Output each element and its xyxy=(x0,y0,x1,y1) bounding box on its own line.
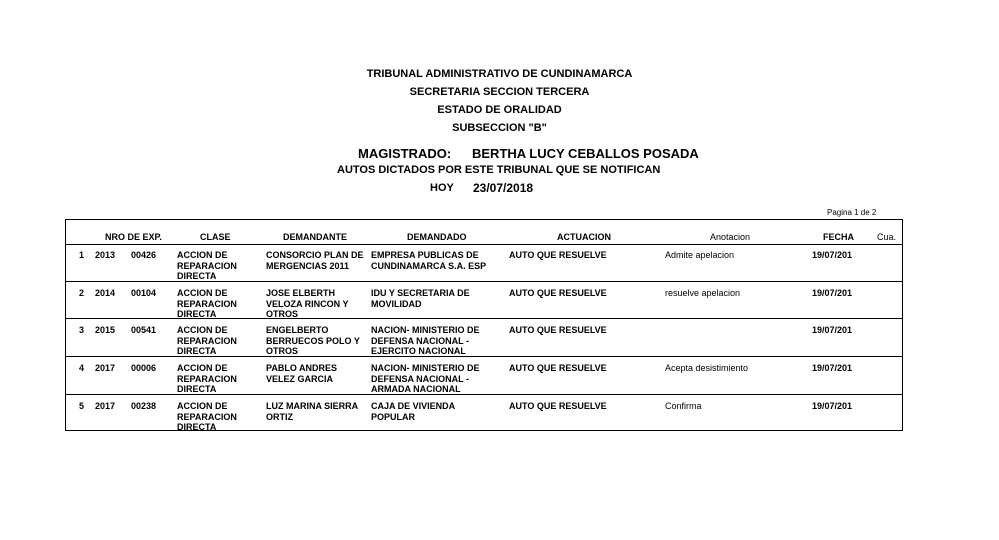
row-actuacion: AUTO QUE RESUELVE xyxy=(509,250,607,260)
row-actuacion: AUTO QUE RESUELVE xyxy=(509,325,607,335)
row-demandante: ENGELBERTO BERRUECOS POLO Y OTROS xyxy=(266,325,360,356)
header-estado: ESTADO DE ORALIDAD xyxy=(437,104,562,116)
row-fecha: 19/07/201 xyxy=(812,250,853,260)
row-demandado: IDU Y SECRETARIA DE MOVILIDAD xyxy=(371,288,470,309)
row-num: 1 xyxy=(79,250,85,260)
row-fecha: 19/07/201 xyxy=(812,363,853,373)
row-exp: 00426 xyxy=(131,250,157,260)
row-clase: ACCION DE REPARACION DIRECTA xyxy=(177,250,237,281)
row-demandante: CONSORCIO PLAN DE MERGENCIAS 2011 xyxy=(266,250,364,271)
row-anotacion: resuelve apelacion xyxy=(665,288,741,298)
row-demandante: JOSE ELBERTH VELOZA RINCON Y OTROS xyxy=(266,288,349,319)
subtitle-autos: AUTOS DICTADOS POR ESTE TRIBUNAL QUE SE NOTIFICAN xyxy=(337,164,661,176)
row-year: 2013 xyxy=(95,250,116,260)
row-year: 2015 xyxy=(95,325,116,335)
row-anotacion: Acepta desistimiento xyxy=(665,363,749,373)
hoy-label: HOY xyxy=(430,182,454,194)
hoy-date: 23/07/2018 xyxy=(473,181,534,195)
row-demandado: NACION- MINISTERIO DE DEFENSA NACIONAL -ARMADA NACIONAL xyxy=(371,363,480,394)
row-fecha: 19/07/201 xyxy=(812,288,853,298)
row-demandado: EMPRESA PUBLICAS DE CUNDINAMARCA S.A. ESP xyxy=(371,250,487,271)
header-subseccion: SUBSECCION "B" xyxy=(452,122,547,134)
col-clase: CLASE xyxy=(200,232,231,242)
row-clase: ACCION DE REPARACION DIRECTA xyxy=(177,288,237,319)
row-divider xyxy=(65,244,903,245)
row-actuacion: AUTO QUE RESUELVE xyxy=(509,288,607,298)
col-anotacion: Anotacion xyxy=(710,232,751,242)
row-year: 2017 xyxy=(95,401,116,411)
row-num: 2 xyxy=(79,288,85,298)
row-exp: 00104 xyxy=(131,288,157,298)
row-num: 5 xyxy=(79,401,85,411)
row-num: 3 xyxy=(79,325,85,335)
row-exp: 00238 xyxy=(131,401,157,411)
row-demandante: PABLO ANDRES VELEZ GARCIA xyxy=(266,363,338,384)
header-tribunal: TRIBUNAL ADMINISTRATIVO DE CUNDINAMARCA xyxy=(366,68,633,80)
col-demandante: DEMANDANTE xyxy=(283,232,347,242)
row-anotacion: Confirma xyxy=(665,401,702,411)
row-num: 4 xyxy=(79,363,85,373)
row-year: 2017 xyxy=(95,363,116,373)
magistrado-label: MAGISTRADO: xyxy=(358,146,452,161)
magistrado-name: BERTHA LUCY CEBALLOS POSADA xyxy=(472,146,699,161)
row-exp: 00541 xyxy=(131,325,157,335)
row-fecha: 19/07/201 xyxy=(812,401,853,411)
col-demandado: DEMANDADO xyxy=(407,232,467,242)
col-nro-exp: NRO DE EXP. xyxy=(105,232,162,242)
row-clase: ACCION DE REPARACION DIRECTA xyxy=(177,363,237,394)
row-actuacion: AUTO QUE RESUELVE xyxy=(509,401,607,411)
row-demandante: LUZ MARINA SIERRA ORTIZ xyxy=(266,401,358,422)
row-demandado: NACION- MINISTERIO DE DEFENSA NACIONAL -EJERCITO NACIONAL xyxy=(371,325,480,356)
col-fecha: FECHA xyxy=(823,232,854,242)
row-demandado: CAJA DE VIVIENDA POPULAR xyxy=(371,401,455,422)
row-year: 2014 xyxy=(95,288,116,298)
row-clase: ACCION DE REPARACION DIRECTA xyxy=(177,325,237,356)
page-info: Pagina 1 de 2 xyxy=(827,208,877,217)
row-anotacion: Admite apelacion xyxy=(665,250,735,260)
header-secretaria: SECRETARIA SECCION TERCERA xyxy=(409,86,590,98)
row-actuacion: AUTO QUE RESUELVE xyxy=(509,363,607,373)
row-clase: ACCION DE REPARACION DIRECTA xyxy=(177,401,237,432)
col-actuacion: ACTUACION xyxy=(557,232,611,242)
col-cua: Cua. xyxy=(877,232,897,242)
row-exp: 00006 xyxy=(131,363,157,373)
row-fecha: 19/07/201 xyxy=(812,325,853,335)
